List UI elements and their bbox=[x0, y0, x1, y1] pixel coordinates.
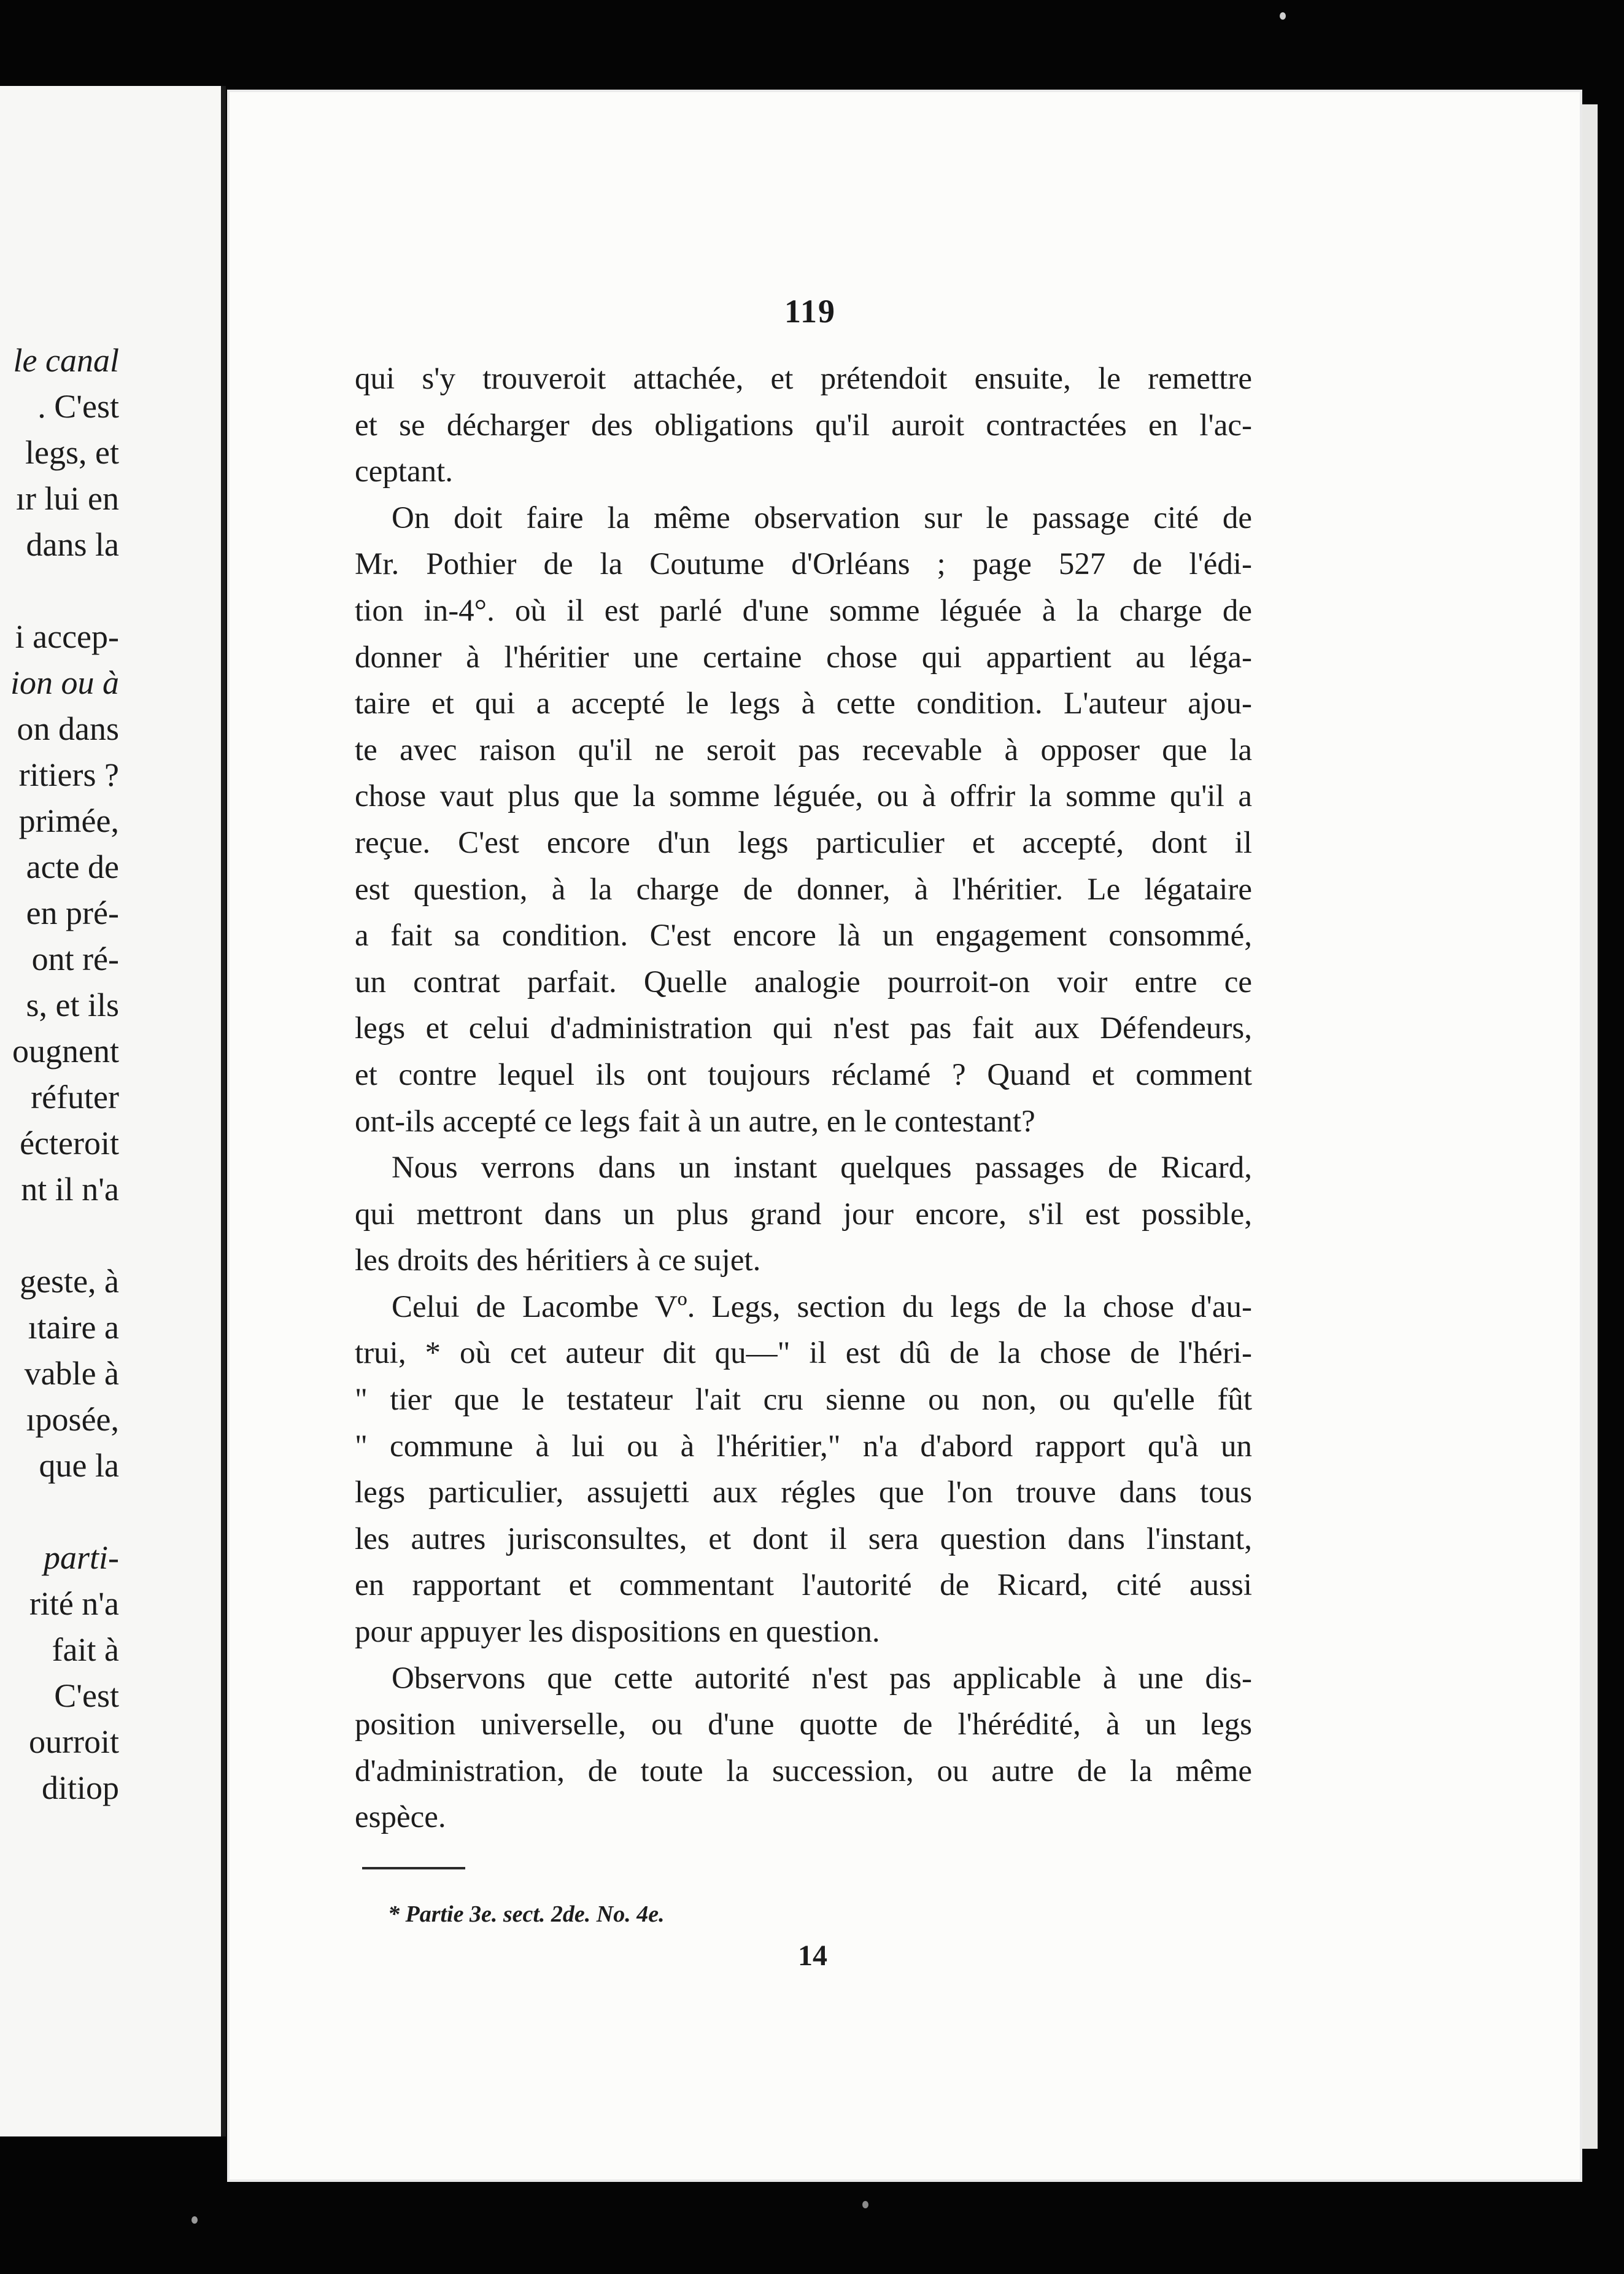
left-line: fait à bbox=[52, 1631, 119, 1668]
left-line: en pré- bbox=[26, 894, 119, 931]
text-line: qui mettront dans un plus grand jour encore, s'il est possible, bbox=[355, 1197, 1252, 1232]
left-line: dans la bbox=[26, 526, 119, 563]
left-line: ritiers ? bbox=[18, 756, 119, 793]
left-line: ıposée, bbox=[26, 1401, 119, 1438]
dust-speck bbox=[1280, 12, 1286, 20]
text-line: un contrat parfait. Quelle analogie pourroit-on voir entre ce bbox=[355, 964, 1252, 999]
text-line: Observons que cette autorité n'est pas applicable à une dis- bbox=[392, 1661, 1252, 1696]
text-line: legs particulier, assujetti aux régles que l'on trouve dans tous bbox=[355, 1475, 1252, 1510]
text-line: Celui de Lacombe Vº. Legs, section du legs de la chose d'au- bbox=[392, 1289, 1252, 1324]
text-line: donner à l'héritier une certaine chose qui appartient au léga- bbox=[355, 640, 1252, 675]
left-line: vable à bbox=[24, 1355, 119, 1392]
left-line: ıtaire a bbox=[28, 1309, 119, 1346]
left-line: primée, bbox=[18, 802, 119, 839]
text-line: pour appuyer les dispositions en question. bbox=[355, 1615, 880, 1650]
left-line: parti- bbox=[43, 1539, 119, 1576]
text-line: position universelle, ou d'une quotte de l'hérédité, à un legs bbox=[355, 1707, 1252, 1742]
left-line: ditiop bbox=[41, 1769, 119, 1806]
left-gap bbox=[0, 1213, 221, 1259]
text-line: te avec raison qu'il ne seroit pas recevable à opposer que la bbox=[355, 732, 1252, 767]
left-line: . C'est bbox=[37, 388, 119, 425]
left-line: acte de bbox=[26, 848, 119, 885]
left-page bbox=[0, 86, 226, 2136]
text-line: taire et qui a accepté le legs à cette condition. L'auteur ajou- bbox=[355, 686, 1252, 721]
left-line: ourroit bbox=[29, 1723, 119, 1760]
left-line: geste, à bbox=[20, 1263, 119, 1300]
text-line: et contre lequel ils ont toujours réclamé ? Quand et comment bbox=[355, 1057, 1252, 1092]
left-line: on dans bbox=[17, 710, 119, 747]
text-line: les autres jurisconsultes, et dont il sera question dans l'instant, bbox=[355, 1521, 1252, 1556]
text-line: ceptant. bbox=[355, 454, 453, 489]
text-line: " commune à lui ou à l'héritier," n'a d'abord rapport qu'à un bbox=[355, 1429, 1252, 1464]
page-number: 119 bbox=[784, 293, 837, 330]
text-line: qui s'y trouveroit attachée, et prétendoit ensuite, le remettre bbox=[355, 362, 1252, 396]
text-line: ont-ils accepté ce legs fait à un autre, en le contestant? bbox=[355, 1104, 1035, 1139]
text-line: les droits des héritiers à ce sujet. bbox=[355, 1243, 761, 1278]
text-line: legs et celui d'administration qui n'est pas fait aux Défendeurs, bbox=[355, 1011, 1252, 1046]
text-line: tion in-4°. où il est parlé d'une somme léguée à la charge de bbox=[355, 593, 1252, 628]
text-line: chose vaut plus que la somme léguée, ou à offrir la somme qu'il a bbox=[355, 779, 1252, 814]
left-line: i accep- bbox=[15, 618, 119, 655]
signature-mark: 14 bbox=[798, 1939, 827, 1972]
left-line: réfuter bbox=[31, 1079, 119, 1116]
text-line: trui, * où cet auteur dit qu—" il est dû de la chose de l'héri- bbox=[355, 1336, 1252, 1371]
text-line: est question, à la charge de donner, à l'héritier. Le légataire bbox=[355, 872, 1252, 907]
footnote-rule bbox=[362, 1867, 465, 1869]
left-line: ougnent bbox=[12, 1033, 119, 1069]
text-line: d'administration, de toute la succession, ou autre de la même bbox=[355, 1753, 1252, 1788]
text-line: espèce. bbox=[355, 1800, 446, 1835]
left-line: legs, et bbox=[25, 434, 119, 471]
left-line: nt il n'a bbox=[21, 1171, 119, 1208]
body-text bbox=[355, 356, 1252, 1841]
dust-speck bbox=[191, 2216, 198, 2224]
left-page-text bbox=[0, 338, 221, 1811]
text-line: On doit faire la même observation sur le passage cité de bbox=[392, 500, 1252, 535]
left-line: rité n'a bbox=[29, 1585, 119, 1622]
left-line: ont ré- bbox=[31, 941, 119, 977]
dust-speck bbox=[862, 2201, 868, 2208]
text-line: Mr. Pothier de la Coutume d'Orléans ; page 527 de l'édi- bbox=[355, 547, 1252, 582]
left-gap bbox=[0, 568, 221, 614]
left-line: s, et ils bbox=[26, 987, 119, 1023]
text-line: Nous verrons dans un instant quelques passages de Ricard, bbox=[392, 1151, 1252, 1186]
text-line: " tier que le testateur l'ait cru sienne ou non, ou qu'elle fût bbox=[355, 1383, 1252, 1418]
left-gap bbox=[0, 1489, 221, 1535]
left-line: C'est bbox=[54, 1677, 119, 1714]
left-line: que la bbox=[39, 1447, 119, 1484]
footnote: * Partie 3e. sect. 2de. No. 4e. bbox=[388, 1901, 665, 1927]
text-line: et se décharger des obligations qu'il auroit contractées en l'ac- bbox=[355, 408, 1252, 443]
left-line: ır lui en bbox=[16, 480, 119, 517]
text-line: reçue. C'est encore d'un legs particulier et accepté, dont il bbox=[355, 825, 1252, 860]
text-line: a fait sa condition. C'est encore là un engagement consommé, bbox=[355, 918, 1252, 953]
left-line: ion ou à bbox=[10, 664, 119, 701]
text-line: en rapportant et commentant l'autorité de Ricard, cité aussi bbox=[355, 1568, 1252, 1603]
left-line: écteroit bbox=[20, 1125, 119, 1162]
left-line: le canal bbox=[13, 342, 119, 379]
